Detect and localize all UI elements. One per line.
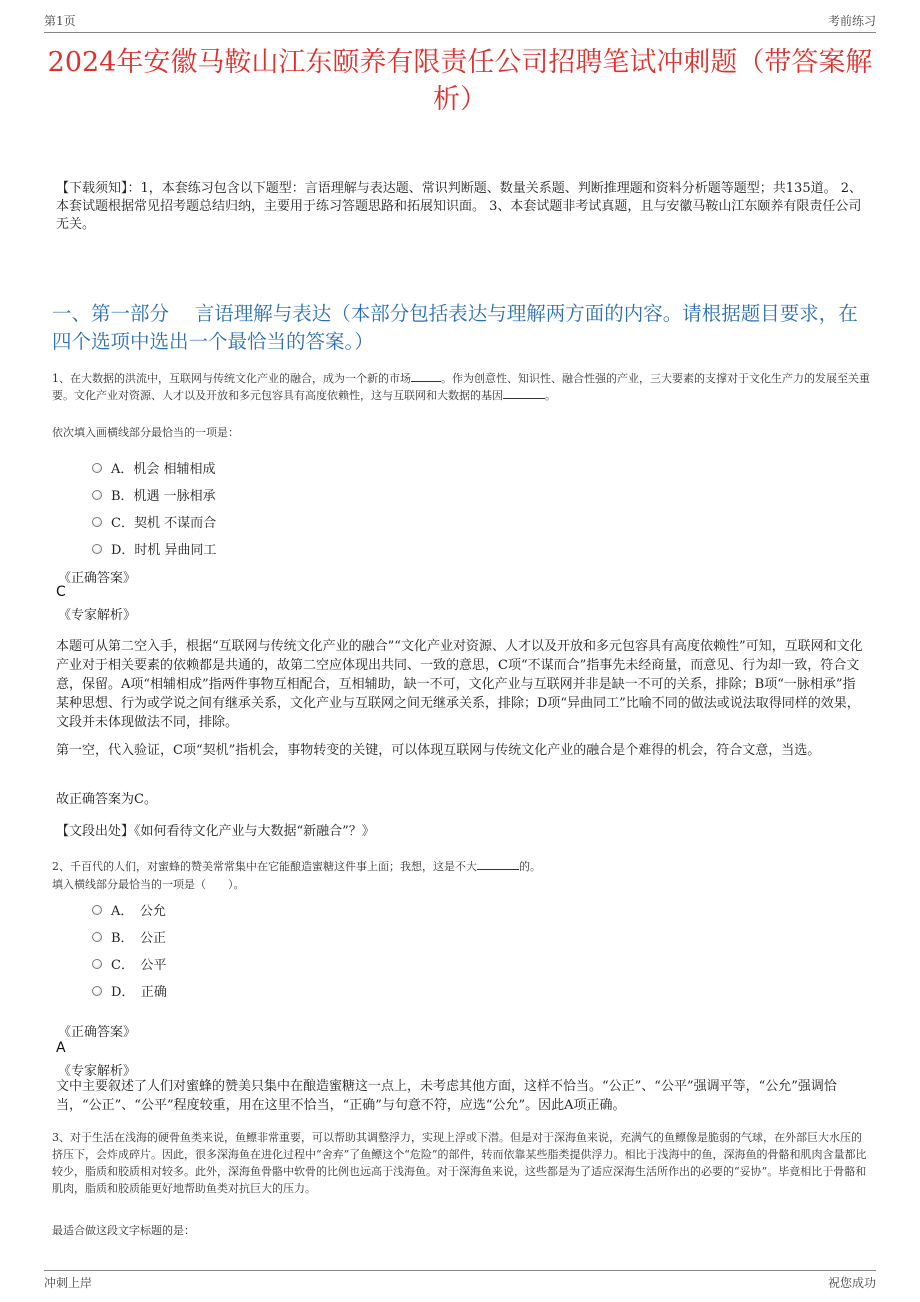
blank-1 <box>411 381 441 382</box>
q1-analysis-paragraph-2: 第一空，代入验证，C项“契机”指机会，事物转变的关键，可以体现互联网与传统文化产业的融合是个难得的机会，符合文意，当选。 <box>56 743 821 758</box>
q2-analysis: 文中主要叙述了人们对蜜蜂的赞美只集中在酿造蜜糖这一点上，未考虑其他方面，这样不恰当。“公正”、“公平”强调平等，“公允”强调恰当，“公正”、“公平”程度较重，用在这里不恰当，“正确”与句意不符，应选“公允”。因此A项正确。 <box>56 1079 837 1113</box>
footer-left: 冲刺上岸 <box>44 1276 93 1290</box>
header-tag: 考前练习 <box>827 14 876 28</box>
blank-1 <box>477 869 519 870</box>
page-number: 第1页 <box>44 14 76 28</box>
radio-icon[interactable] <box>92 544 102 554</box>
section-heading: 一、第一部分 言语理解与表达（本部分包括表达与理解两方面的内容。请根据题目要求，在四个选项中选出一个最恰当的答案。） <box>52 302 858 353</box>
q2-option-c[interactable]: C． 公平 <box>92 954 166 973</box>
q1-option-b[interactable]: B．机遇 一脉相承 <box>92 485 216 504</box>
q1-option-d[interactable]: D．时机 异曲同工 <box>92 539 217 558</box>
radio-icon[interactable] <box>92 463 102 473</box>
q1-analysis-label: 《专家解析》 <box>58 608 137 623</box>
q2-option-b[interactable]: B． 公正 <box>92 927 166 946</box>
q1-answer-label: 《正确答案》 <box>58 571 137 586</box>
q1-answer-value: C <box>56 584 66 600</box>
q2-analysis-label: 《专家解析》 <box>58 1064 137 1079</box>
footer-right: 祝您成功 <box>827 1276 876 1290</box>
radio-icon[interactable] <box>92 490 102 500</box>
q1-option-a[interactable]: A．机会 相辅相成 <box>92 458 216 477</box>
q1-option-c[interactable]: C．契机 不谋而合 <box>92 512 216 531</box>
q1-analysis-conclusion: 故正确答案为C。 <box>56 792 157 807</box>
q2-answer-value: A <box>56 1040 66 1056</box>
page-header <box>44 12 876 33</box>
question-2-prompt: 填入横线部分最恰当的一项是（ ）。 <box>52 878 245 891</box>
question-1-prompt: 依次填入画横线部分最恰当的一项是： <box>52 426 239 439</box>
q1-source: 【文段出处】《如何看待文化产业与大数据“新融合”？》 <box>56 824 375 839</box>
question-3-prompt: 最适合做这段文字标题的是： <box>52 1224 195 1237</box>
question-2-text: 2、千百代的人们，对蜜蜂的赞美常常集中在它能酿造蜜糖这件事上面；我想，这是不大 的。 <box>52 860 541 873</box>
blank-2 <box>503 398 545 399</box>
download-notice: 【下载须知】：1，本套练习包含以下题型：言语理解与表达题、常识判断题、数量关系题、判断推理题和资料分析题等题型；共135道。 2、本套试题根据常见招考题总结归纳，主要用于练习答题思路和拓展知识面。 3、本套试题非考试真题，且与安徽马鞍山江东颐养有限责任公司无关。 <box>56 181 862 232</box>
question-1-text: 1、在大数据的洪流中，互联网与传统文化产业的融合，成为一个新的市场 。作为创意性、知识性、融合性强的产业，三大要素的支撑对于文化生产力的发展至关重要。文化产业对资源、人才以及开放和多元包容具有高度依赖性，这与互联网和大数据的基因 。 <box>52 372 870 402</box>
q2-option-d[interactable]: D． 正确 <box>92 981 167 1000</box>
radio-icon[interactable] <box>92 959 102 969</box>
q2-answer-label: 《正确答案》 <box>58 1025 137 1040</box>
radio-icon[interactable] <box>92 905 102 915</box>
radio-icon[interactable] <box>92 986 102 996</box>
page-footer <box>44 1270 876 1291</box>
q1-analysis-paragraph-1: 本题可从第二空入手，根据“互联网与传统文化产业的融合”“文化产业对资源、人才以及开放和多元包容具有高度依赖性”可知，互联网和文化产业对于相关要素的依赖都是共通的，故第二空应体现出共同、一致的意思，C项“不谋而合”指事先未经商量，而意见、行为却一致，符合文意，保留。A项“相辅相成”指两件事物互相配合，互相辅助，缺一不可，文化产业与互联网并非是缺一不可的关系，排除；B项“一脉相承”指某种思想、行为或学说之间有继承关系，文化产业与互联网之间无继承关系，排除；D项“异曲同工”比喻不同的做法或说法取得同样的效果，文段并未体现做法不同，排除。 <box>56 639 863 730</box>
radio-icon[interactable] <box>92 932 102 942</box>
radio-icon[interactable] <box>92 517 102 527</box>
question-3-text: 3、对于生活在浅海的硬骨鱼类来说，鱼鳔非常重要，可以帮助其调整浮力，实现上浮或下潜。但是对于深海鱼来说，充满气的鱼鳔像是脆弱的气球，在外部巨大水压的挤压下，会炸成碎片。因此，很多深海鱼在进化过程中“舍弃”了鱼鳔这个“危险”的部件，转而依靠某些脂类提供浮力。相比于浅海中的鱼，深海鱼的骨骼和肌肉含量都比较少，脂质和胶质相对较多。此外，深海鱼骨骼中软骨的比例也远高于浅海鱼。对于深海鱼来说，这些都是为了适应深海生活所作出的必要的“妥协”。毕竟相比于骨骼和肌肉，脂质和胶质能更好地帮助鱼类对抗巨大的压力。 <box>52 1131 867 1195</box>
document-title: 2024年安徽马鞍山江东颐养有限责任公司招聘笔试冲刺题（带答案解析） <box>47 47 873 115</box>
q2-option-a[interactable]: A． 公允 <box>92 900 166 919</box>
